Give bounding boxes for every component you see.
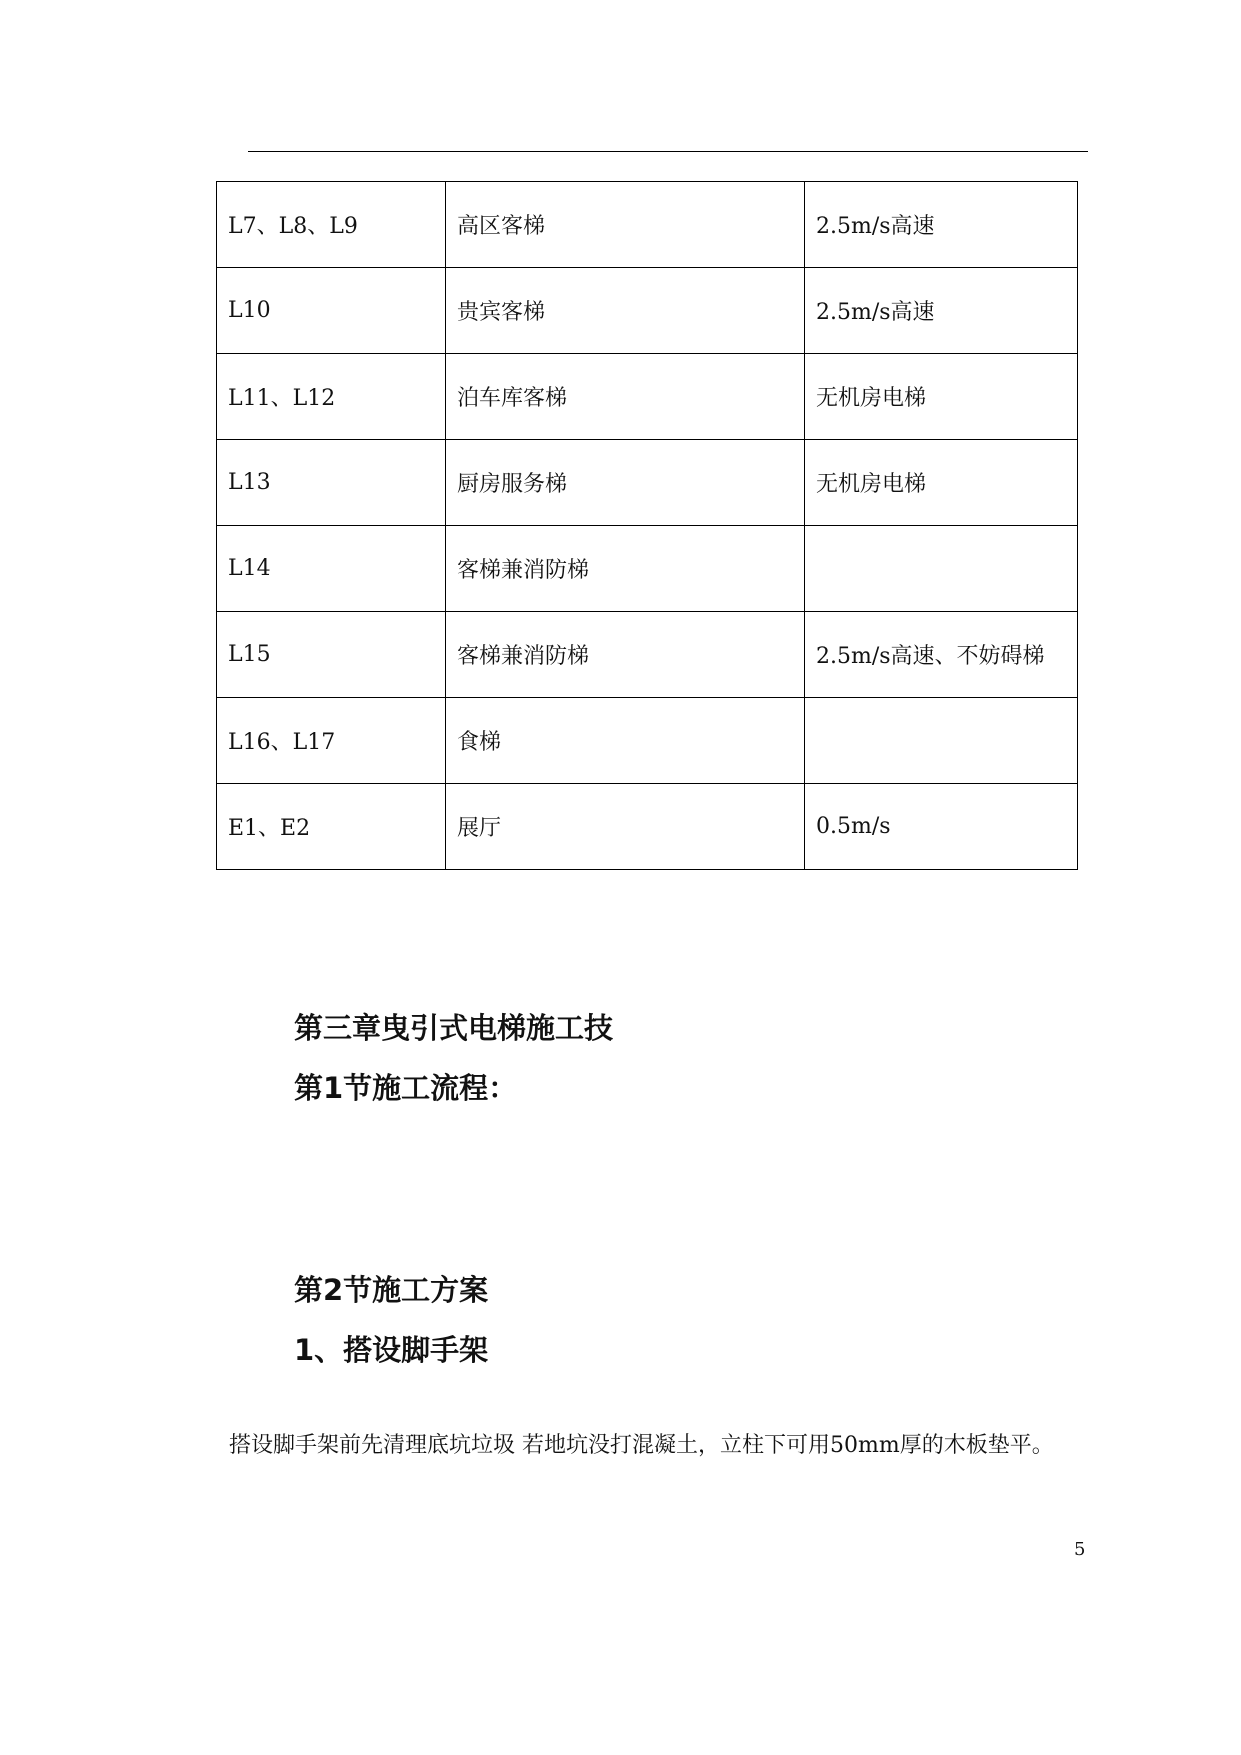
- item-heading-1: 1、搭设脚手架: [294, 1333, 489, 1367]
- chapter-heading: 第三章曳引式电梯施工技: [294, 1011, 614, 1045]
- cell-id: L11、L12: [217, 354, 446, 440]
- table-row: [217, 354, 1078, 440]
- cell-note: 无机房电梯: [805, 440, 1078, 526]
- cell-type: 贵宾客梯: [446, 268, 805, 354]
- cell-id: L15: [217, 612, 446, 698]
- cell-note: 0.5m/s: [805, 784, 1078, 870]
- body-paragraph: 搭设脚手架前先清理底坑垃圾 若地坑没打混凝土，立柱下可用50mm厚的木板垫平。: [229, 1433, 1054, 1458]
- cell-note: 2.5m/s高速: [805, 182, 1078, 268]
- cell-id: L10: [217, 268, 446, 354]
- cell-id: L14: [217, 526, 446, 612]
- cell-type: 高区客梯: [446, 182, 805, 268]
- table-row: [217, 182, 1078, 268]
- cell-note: 无机房电梯: [805, 354, 1078, 440]
- page-number: 5: [1074, 1539, 1086, 1560]
- cell-id: L7、L8、L9: [217, 182, 446, 268]
- cell-id: E1、E2: [217, 784, 446, 870]
- cell-note: [805, 698, 1078, 784]
- elevator-table: [216, 181, 1078, 870]
- table-row: [217, 440, 1078, 526]
- cell-note: 2.5m/s高速: [805, 268, 1078, 354]
- table-row: [217, 268, 1078, 354]
- cell-id: L16、L17: [217, 698, 446, 784]
- table-row: [217, 784, 1078, 870]
- cell-id: L13: [217, 440, 446, 526]
- cell-type: 客梯兼消防梯: [446, 526, 805, 612]
- cell-type: 客梯兼消防梯: [446, 612, 805, 698]
- cell-note: 2.5m/s高速、不妨碍梯: [805, 612, 1078, 698]
- section-heading-2: 第2节施工方案: [294, 1273, 489, 1307]
- table-row: [217, 612, 1078, 698]
- cell-note: [805, 526, 1078, 612]
- cell-type: 厨房服务梯: [446, 440, 805, 526]
- section-heading-1: 第1节施工流程：: [294, 1071, 518, 1105]
- header-rule: [248, 151, 1088, 152]
- table-row: [217, 526, 1078, 612]
- cell-type: 食梯: [446, 698, 805, 784]
- cell-type: 泊车库客梯: [446, 354, 805, 440]
- cell-type: 展厅: [446, 784, 805, 870]
- table-row: [217, 698, 1078, 784]
